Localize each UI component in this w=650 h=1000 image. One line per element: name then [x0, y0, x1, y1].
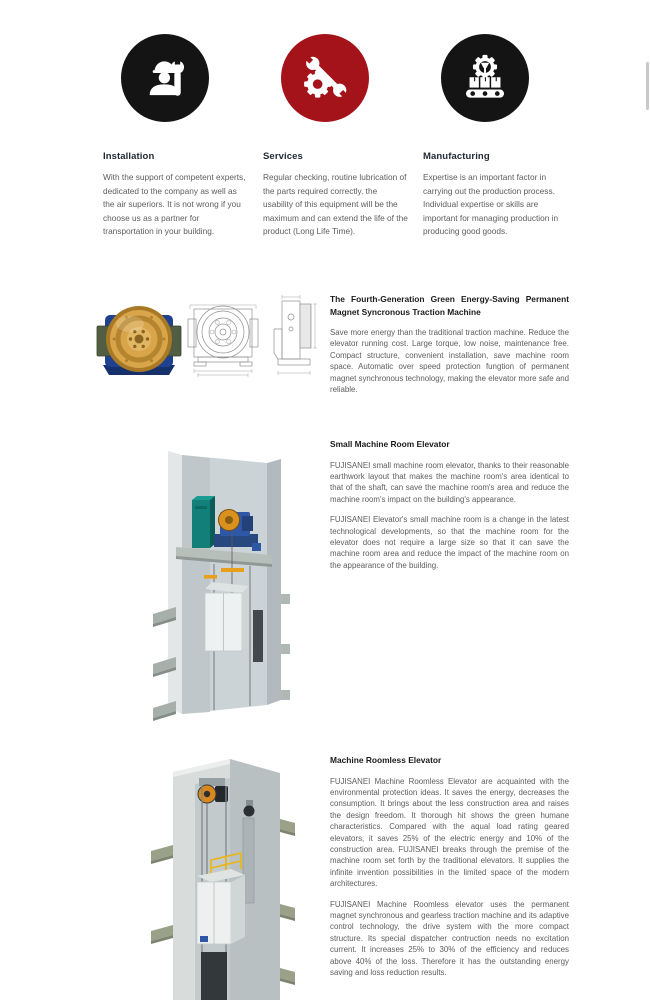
- traction-machine-description: Save more energy than the traditional traction machine. Reduce the elevator running cost. Large torque, low noise, maintenance free. Compact structure, convenient installation, save machine room space. Automatic over speed protection fungtion of permanent magnet synchronous technology, making the elevator more safe and reliable.: [330, 328, 569, 395]
- services-title: Services: [263, 151, 303, 162]
- conveyor-gear-icon: [458, 51, 512, 105]
- traction-machine-text: [330, 293, 569, 404]
- gear-wrench-icon: [298, 51, 352, 105]
- scrollbar-thumb[interactable]: [646, 62, 649, 110]
- installation-description: With the support of competent experts, dedicated to the company as well as the air superiors. It is not wrong if you choose us as a partner for transportation in your building.: [103, 172, 246, 236]
- manufacturing-title: Manufacturing: [423, 151, 490, 162]
- traction-machine-photo: [95, 295, 183, 381]
- feature-installation: [103, 34, 249, 239]
- machine-roomless-title: Machine Roomless Elevator: [330, 755, 442, 765]
- machine-roomless-paragraph-2: FUJISANEI Machine Roomless elevator uses the permanent magnet synchronous and gearless traction machine and its adaptive control technology, the drive system with the more compact structure. Its special dispatcher contruction needs no excitation current. It increases 25% to 30% of the efficiency and reduces above 40% of the loss. Therefore it has the outstanding energy saving and loss reduction results.: [330, 899, 569, 977]
- manufacturing-icon-circle: [441, 34, 529, 122]
- small-machine-room-title: Small Machine Room Elevator: [330, 439, 450, 449]
- traction-machine-title: The Fourth-Generation Green Energy-Saving Permanent Magnet Syncronous Traction Machine: [330, 294, 569, 317]
- services-icon-circle: [281, 34, 369, 122]
- installation-icon-circle: [121, 34, 209, 122]
- small-machine-room-elevator-render: [148, 448, 300, 725]
- small-machine-room-paragraph-2: FUJISANEI Elevator's small machine room is a change in the latest technological developments, so that the machine room for the elevator does not require a large size so that it can save the machine room area and reduce the impact of the machine room on the appearance of the building.: [330, 515, 569, 570]
- small-machine-room-paragraph-1: FUJISANEI small machine room elevator, thanks to their reasonable earthwork layout that makes the machine room's area identical to that of the shaft, can save the machine room's area and reduce the machine room's impact on the building's appearance.: [330, 460, 569, 504]
- installation-title: Installation: [103, 151, 155, 162]
- small-machine-room-text: [330, 438, 569, 580]
- manufacturing-description: Expertise is an important factor in carrying out the production process. Individual expertise or skills are important for managing production in producing good goods.: [423, 172, 559, 236]
- traction-machine-front-view-drawing: [186, 297, 260, 379]
- machine-roomless-paragraph-1: FUJISANEI Machine Roomless Elevator are acquainted with the environmental protection ideas. It saves the energy, decreases the consumption. It brings about the less construction area and raises the design freedom. It thorough hit shows the green humane characteristics. Compared with the aqual load rating geared elevators, it saves 25% of the electric energy and 10% of the construction area. FUJISANEI breaks through the premise of the machine room set forth by the traditional elevators. It supplies the infinite invention possibilities in the limited space of the modern architectures.: [330, 776, 569, 889]
- machine-roomless-text: [330, 754, 569, 987]
- feature-services: [263, 34, 409, 239]
- machine-roomless-elevator-render: [143, 756, 298, 1000]
- traction-machine-side-view-drawing: [269, 295, 319, 379]
- worker-wrench-icon: [138, 51, 192, 105]
- features-section: [103, 34, 571, 239]
- services-description: Regular checking, routine lubrication of the parts required correctly. the usability of this equipment will be the maximum and can extend the life of the product (Long Life Time).: [263, 172, 408, 236]
- feature-manufacturing: [423, 34, 569, 239]
